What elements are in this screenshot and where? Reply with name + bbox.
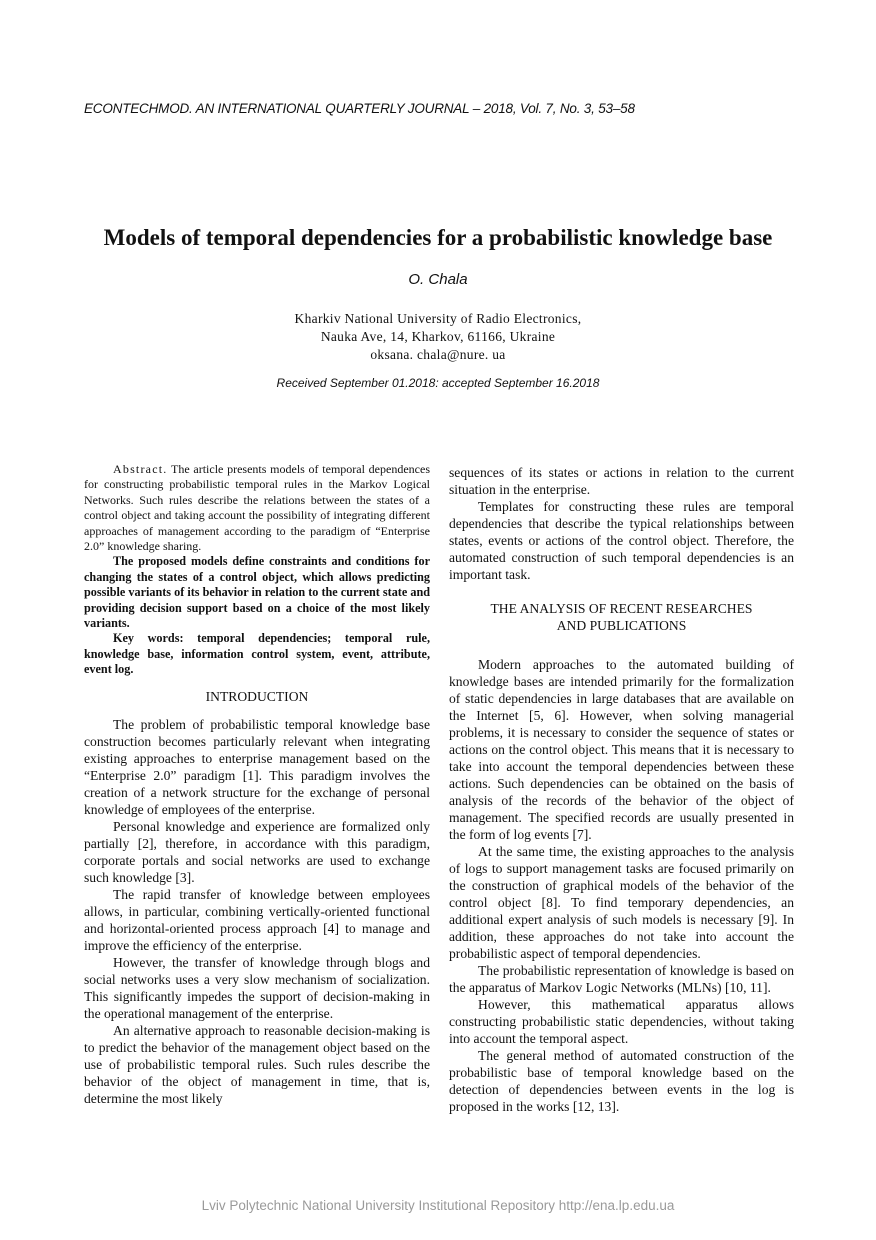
left-column [84,462,430,1107]
analysis-paragraph-3: The probabilistic representation of knowledge is based on the apparatus of Markov Logic Networks (MLNs) [10, 11]. [449,963,794,995]
analysis-paragraph-2: At the same time, the existing approaches to the analysis of logs to support management tasks are focused primarily on the construction of graphical models of the behavior of the control object [8]. To find temporary dependencies, an additional expert analysis of such models is necessary [9]. In addition, these approaches do not take into account the probabilistic aspect of temporal dependencies. [449,844,794,961]
author-email[interactable]: oksana. chala@nure. ua [370,347,506,362]
templates-paragraph: Templates for constructing these rules are temporal dependencies that describe the typical relationships between states, events or actions of the control object. Therefore, the automated construction of such temporal dependencies is an important task. [449,499,794,582]
intro-paragraph-1: The problem of probabilistic temporal knowledge base construction becomes particularly relevant when integrating existing approaches to enterprise management based on the “Enterprise 2.0” paradigm [1]. This paradigm involves the creation of a network structure for the exchange of personal knowledge of employees of the enterprise. [84,716,430,817]
affiliation-line-1: Kharkiv National University of Radio Electronics, [294,311,582,326]
abstract-label: Abstract. [113,462,168,476]
analysis-heading-line-1: THE ANALYSIS OF RECENT RESEARCHES [490,601,753,616]
intro-paragraph-3: The rapid transfer of knowledge between employees allows, in particular, combining vertically-oriented functional and horizontal-oriented process approach [4] to manage and improve the efficiency of the enterprise. [84,886,430,953]
analysis-paragraph-5: The general method of automated construction of the probabilistic base of temporal knowledge based on the detection of dependencies between events in the log is proposed in the works [12, 13]. [449,1048,794,1114]
affiliation-line-2: Nauka Ave, 14, Kharkov, 61166, Ukraine [320,329,556,344]
analysis-heading [449,600,794,634]
author-name: O. Chala [408,271,468,288]
continuation-paragraph: sequences of its states or actions in relation to the current situation in the enterprise. [449,465,794,497]
intro-paragraph-2: Personal knowledge and experience are formalized only partially [2], therefore, in accordance with this paradigm, corporate portals and social networks are used to exchange such knowledge [3]. [84,818,430,885]
abstract-text: The article presents models of temporal dependences for constructing probabilistic temporal rules in the Markov Logical Networks. Such rules describe the relations between the states of a control object and taking account the possibility of integrating different approaches of management according to the paradigm of “Enterprise 2.0” knowledge sharing. [84,462,430,554]
paper-title: Models of temporal dependencies for a probabilistic knowledge base [103,225,773,250]
analysis-paragraph-1: Modern approaches to the automated building of knowledge bases are intended primarily for the formalization of static dependencies in large databases that are available on the Internet [5, 6]. However, when solving managerial problems, it is necessary to consider the sequence of states or actions on the control object. This means that it is necessary to take into account the temporal dependencies between these actions. Such dependencies can be obtained on the basis of analysis of the records of the behavior of the object of management. The specified records are usually presented in the form of log events [7]. [449,657,794,842]
received-date: Received September 01.2018: accepted September 16.2018 [276,376,600,390]
analysis-paragraph-4: However, this mathematical apparatus allows constructing probabilistic static dependencies, without taking into account the temporal aspect. [449,997,794,1046]
repository-footer: Lviv Polytechnic National University Institutional Repository http://ena.lp.edu.ua [201,1198,675,1213]
right-column [449,464,794,1115]
journal-header: ECONTECHMOD. AN INTERNATIONAL QUARTERLY JOURNAL – 2018, Vol. 7, No. 3, 53–58 [84,101,635,116]
abstract-models-paragraph: The proposed models define constraints and conditions for changing the states of a control object, which allows predicting possible variants of its behavior in relation to the current state and providing decision support based on a choice of the most likely variants. [84,554,430,631]
abstract-paragraph [84,462,430,554]
keywords-paragraph: Key words: temporal dependencies; temporal rule, knowledge base, information control system, event, attribute, event log. [84,631,430,677]
introduction-heading: INTRODUCTION [205,688,309,704]
affiliation-block [0,310,876,364]
abstract-section [84,462,430,678]
analysis-heading-line-2: AND PUBLICATIONS [556,618,687,633]
intro-paragraph-4: However, the transfer of knowledge through blogs and social networks uses a very slow mechanism of socialization. This significantly impedes the support of decision-making in the operational management of the enterprise. [84,954,430,1021]
intro-paragraph-5: An alternative approach to reasonable decision-making is to predict the behavior of the management object based on the use of probabilistic temporal rules. Such rules describe the behavior of the object of management in time, that is, determine the most likely [84,1022,430,1106]
